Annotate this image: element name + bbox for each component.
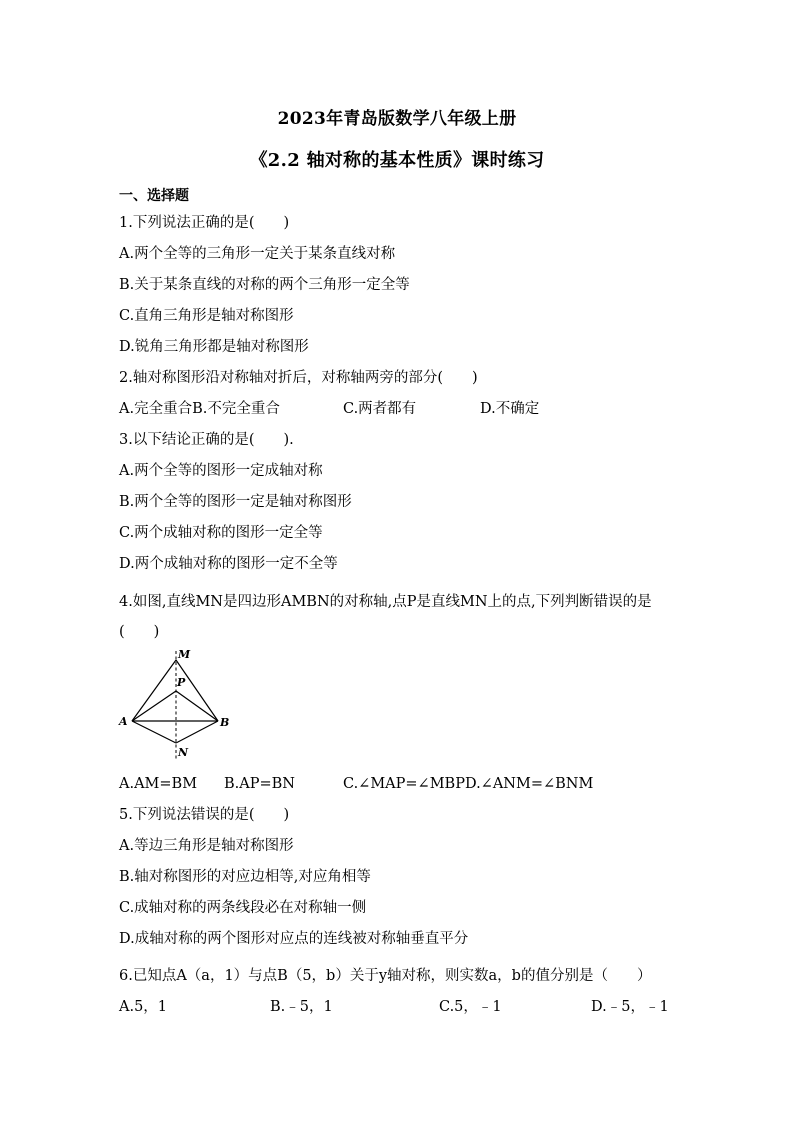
segment-an — [132, 721, 176, 743]
page-subtitle: 《2.2 轴对称的基本性质》课时练习 — [249, 150, 545, 171]
label-p: P — [177, 676, 186, 689]
question-5-stem: 5.下列说法错误的是( ) — [119, 807, 290, 823]
quadrilateral-figure — [114, 645, 244, 765]
question-5-option-c: C.成轴对称的两条线段必在对称轴一侧 — [119, 900, 367, 916]
question-3-option-a: A.两个全等的图形一定成轴对称 — [119, 463, 323, 479]
segment-am — [132, 660, 176, 721]
segment-bm — [176, 660, 218, 721]
segment-bp — [176, 691, 218, 721]
question-4-option-b: B.AP=BN — [224, 776, 295, 792]
question-3-option-d: D.两个成轴对称的图形一定不全等 — [119, 556, 338, 572]
question-6-stem: 6.已知点A（a，1）与点B（5，b）关于y轴对称，则实数a，b的值分别是（ ） — [119, 968, 652, 984]
question-2-option-c: C.两者都有 — [343, 401, 417, 417]
question-1-option-a: A.两个全等的三角形一定关于某条直线对称 — [119, 246, 396, 262]
question-1-option-c: C.直角三角形是轴对称图形 — [119, 308, 294, 324]
question-6-option-c: C.5，﹣1 — [439, 999, 502, 1015]
question-4-stem: 4.如图,直线MN是四边形AMBN的对称轴,点P是直线MN上的点,下列判断错误的是 — [119, 594, 652, 610]
question-3-stem: 3.以下结论正确的是( ). — [119, 432, 294, 448]
label-n: N — [178, 746, 189, 759]
label-m: M — [178, 648, 191, 661]
question-5-option-d: D.成轴对称的两个图形对应点的连线被对称轴垂直平分 — [119, 931, 469, 947]
question-4-option-a: A.AM=BM — [119, 776, 198, 792]
question-2-stem: 2.轴对称图形沿对称轴对折后，对称轴两旁的部分( ) — [119, 370, 478, 386]
question-6-option-d: D.﹣5，﹣1 — [591, 999, 669, 1015]
question-1-option-d: D.锐角三角形都是轴对称图形 — [119, 339, 309, 355]
question-5-option-a: A.等边三角形是轴对称图形 — [119, 838, 294, 854]
question-2-option-ab: A.完全重合B.不完全重合 — [119, 401, 280, 417]
page-title: 2023年青岛版数学八年级上册 — [277, 109, 517, 129]
question-6-option-a: A.5，1 — [119, 999, 168, 1015]
section-heading: 一、选择题 — [119, 188, 189, 204]
segment-ap — [132, 691, 176, 721]
question-4-option-cd: C.∠MAP=∠MBPD.∠ANM=∠BNM — [343, 776, 594, 792]
question-3-option-c: C.两个成轴对称的图形一定全等 — [119, 525, 323, 541]
question-3-option-b: B.两个全等的图形一定是轴对称图形 — [119, 494, 352, 510]
question-6-option-b: B.﹣5，1 — [270, 999, 333, 1015]
segment-bn — [176, 721, 218, 743]
label-a: A — [119, 715, 128, 728]
question-4-stem-blank: ( ) — [119, 624, 160, 640]
question-1-option-b: B.关于某条直线的对称的两个三角形一定全等 — [119, 277, 410, 293]
question-2-option-d: D.不确定 — [480, 401, 540, 417]
label-b: B — [220, 716, 230, 729]
question-5-option-b: B.轴对称图形的对应边相等,对应角相等 — [119, 869, 371, 885]
question-1-stem: 1.下列说法正确的是( ) — [119, 215, 290, 231]
